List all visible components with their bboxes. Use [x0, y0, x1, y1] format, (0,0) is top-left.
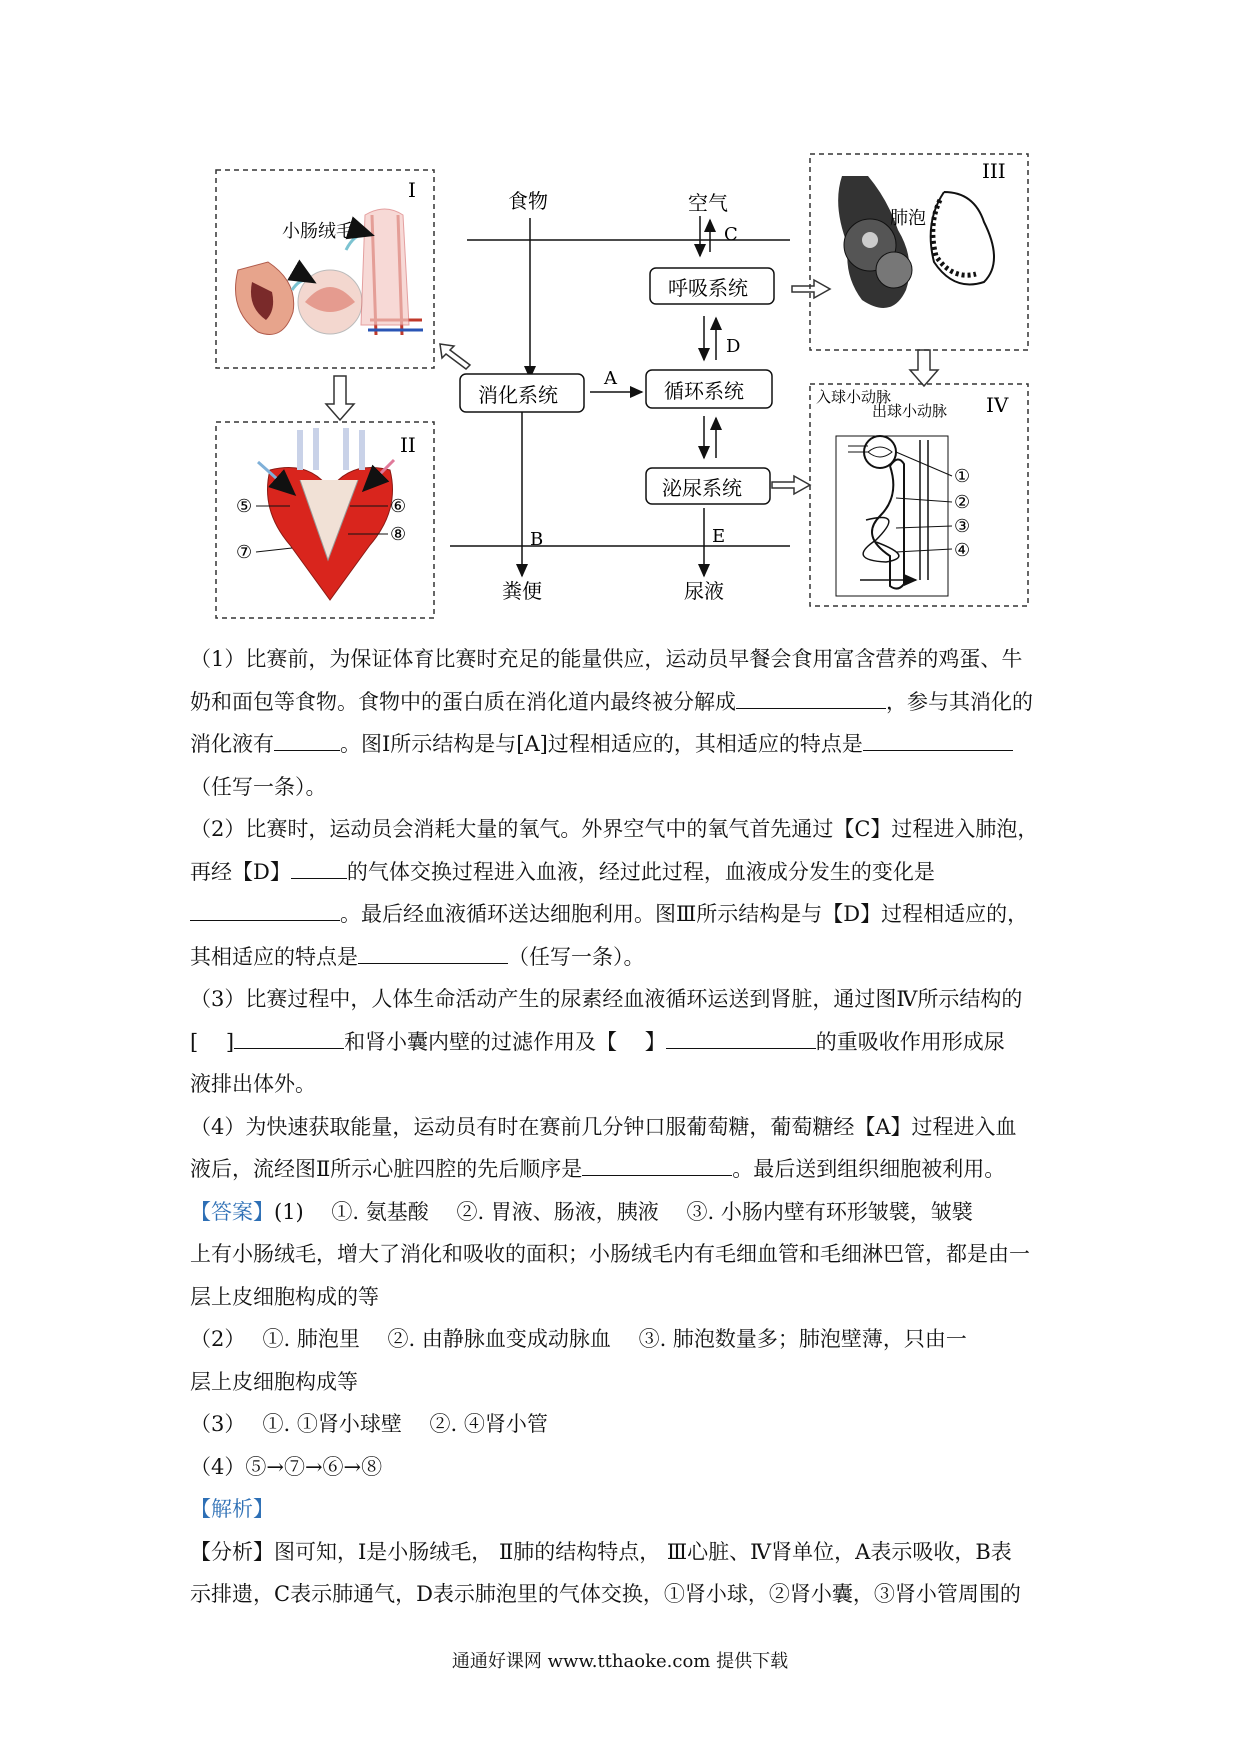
- q2-line-4: 其相适应的特点是 （任写一条）。: [190, 936, 1060, 979]
- analysis-tag: 【解析】: [190, 1497, 274, 1521]
- q1-blank-2[interactable]: [274, 724, 340, 751]
- answer-line-2: 上有小肠绒毛，增大了消化和吸收的面积；小肠绒毛内有毛细血管和毛细淋巴管，都是由一: [190, 1242, 1030, 1266]
- q4-blank-1[interactable]: [582, 1149, 732, 1176]
- q1-line-2: 奶和面包等食物。食物中的蛋白质在消化道内最终被分解成 ，参与其消化的: [190, 681, 1060, 724]
- letter-a: A: [604, 368, 617, 389]
- nephron-marker-1: ①: [954, 466, 971, 487]
- feces-label: 粪便: [502, 579, 542, 603]
- answer-line-3: 层上皮细胞构成的等: [190, 1284, 379, 1309]
- q2-blank-3[interactable]: [358, 937, 508, 964]
- q2-blank-1[interactable]: [291, 852, 347, 879]
- panel-connectors: [326, 280, 938, 494]
- heart-marker-5: ⑤: [236, 496, 253, 517]
- heart-marker-7: ⑦: [236, 542, 253, 563]
- panel-iv-nephron: [810, 384, 1028, 606]
- panel-ii-roman: II: [400, 433, 416, 457]
- analysis-line-1: 【分析】图可知，Ⅰ是小肠绒毛， Ⅱ肺的结构特点， Ⅲ心脏、Ⅳ肾单位，A表示吸收，B表: [190, 1539, 1012, 1564]
- flow-diagram: [450, 189, 790, 603]
- q3-line-1: （3）比赛过程中，人体生命活动产生的尿素经血液循环运送到肾脏，通过图Ⅳ所示结构的: [190, 987, 1023, 1011]
- nephron-marker-4: ④: [954, 540, 971, 561]
- heart-marker-8: ⑧: [390, 524, 407, 545]
- letter-b: B: [530, 529, 544, 550]
- q3-blank-2[interactable]: [666, 1022, 816, 1049]
- q1-line-4: （任写一条）。: [190, 774, 327, 799]
- q2-line-1: （2）比赛时，运动员会消耗大量的氧气。外界空气中的氧气首先通过【C】过程进入肺泡，: [190, 817, 1039, 841]
- analysis-tag-line: [190, 1488, 1060, 1531]
- digestive-system-label: 消化系统: [478, 383, 558, 407]
- heart-marker-6: ⑥: [390, 496, 407, 517]
- letter-e: E: [712, 526, 726, 547]
- panel-iii-alveoli: [810, 154, 1028, 350]
- q1-line-1: （1）比赛前，为保证体育比赛时充足的能量供应，运动员早餐会食用富含营养的鸡蛋、牛: [190, 647, 1023, 671]
- q3-line-3: 液排出体外。: [190, 1072, 316, 1096]
- q4-line-2: 液后，流经图Ⅱ所示心脏四腔的先后顺序是 。最后送到组织细胞被利用。: [190, 1148, 1060, 1191]
- answer-line-5: 层上皮细胞构成等: [190, 1369, 358, 1394]
- circulatory-system-label: 循环系统: [664, 379, 744, 403]
- villus-label: 小肠绒毛: [282, 221, 354, 242]
- alveolus-label: 肺泡: [890, 208, 926, 229]
- analysis-line-2: 示排遗，C表示肺通气，D表示肺泡里的气体交换，①肾小球，②肾小囊，③肾小管周围的: [190, 1582, 1021, 1606]
- nephron-marker-2: ②: [954, 492, 971, 513]
- efferent-label: 出球小动脉: [872, 402, 948, 420]
- q2-blank-2[interactable]: [190, 894, 340, 921]
- afferent-label: 入球小动脉: [816, 388, 892, 406]
- answer-line-1: 【答案】(1) ①. 氨基酸 ②. 胃液、肠液，胰液 ③. 小肠内壁有环形皱襞，皱襞: [190, 1199, 973, 1224]
- q1-line-3: 消化液有 。图Ⅰ所示结构是与[A]过程相适应的，其相适应的特点是: [190, 723, 1060, 766]
- question-body: [190, 638, 1060, 1616]
- urinary-system-label: 泌尿系统: [662, 476, 742, 500]
- q3-blank-1[interactable]: [234, 1022, 344, 1049]
- q2-line-3: 。最后经血液循环送达细胞利用。图Ⅲ所示结构是与【D】过程相适应的，: [190, 893, 1060, 936]
- letter-c: C: [724, 224, 738, 245]
- q3-line-2: [ ] 和肾小囊内壁的过滤作用及【 】 的重吸收作用形成尿: [190, 1021, 1060, 1064]
- air-label: 空气: [688, 191, 728, 215]
- answer-tag: 【答案】: [190, 1199, 274, 1224]
- food-label: 食物: [508, 189, 548, 213]
- q1-blank-3[interactable]: [863, 724, 1013, 751]
- panel-iii-roman: III: [982, 159, 1006, 183]
- answer-line-7: （4）⑤→⑦→⑥→⑧: [190, 1454, 383, 1479]
- answer-line-6: （3） ①. ①肾小球壁 ②. ④肾小管: [190, 1412, 548, 1436]
- q2-line-2: 再经【D】 的气体交换过程进入血液，经过此过程，血液成分发生的变化是: [190, 851, 1060, 894]
- urine-label: 尿液: [684, 579, 724, 603]
- respiratory-system-label: 呼吸系统: [668, 276, 748, 300]
- nephron-marker-3: ③: [954, 516, 971, 537]
- physiology-diagram: [0, 0, 1240, 640]
- panel-i-roman: I: [408, 178, 416, 202]
- panel-i-small-intestine: [216, 170, 434, 368]
- q4-line-1: （4）为快速获取能量，运动员有时在赛前几分钟口服葡萄糖，葡萄糖经【A】过程进入血: [190, 1114, 1017, 1139]
- q1-blank-1[interactable]: [736, 682, 886, 709]
- panel-iv-roman: IV: [986, 393, 1009, 417]
- letter-d: D: [726, 336, 741, 357]
- page-footer: 通通好课网 www.tthaoke.com 提供下载: [451, 1651, 789, 1672]
- answer-line-4: （2） ①. 肺泡里 ②. 由静脉血变成动脉血 ③. 肺泡数量多；肺泡壁薄，只由一: [190, 1327, 967, 1351]
- panel-ii-heart: [216, 422, 434, 618]
